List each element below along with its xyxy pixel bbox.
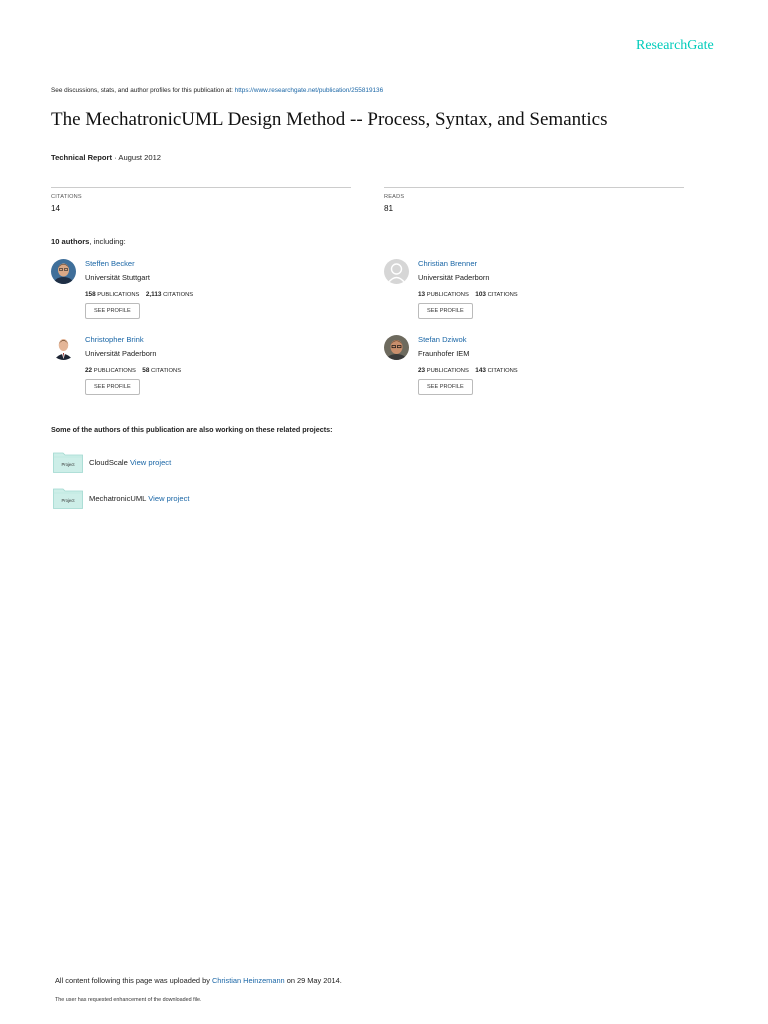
publications-count: 13 [418, 291, 426, 298]
author-institution: Universität Paderborn [85, 349, 157, 358]
author-institution: Fraunhofer IEM [418, 349, 470, 358]
author-avatar[interactable] [384, 335, 409, 360]
author-info [418, 259, 518, 319]
author-stats [418, 367, 518, 374]
see-profile-button[interactable]: SEE PROFILE [85, 303, 140, 319]
authors-suffix: , including: [89, 237, 126, 246]
publication-url-link[interactable]: https://www.researchgate.net/publication/255819136 [234, 87, 384, 94]
author-name-link[interactable]: Christian Brenner [418, 259, 478, 268]
project-name: MechatronicUML [89, 494, 147, 503]
page-title: The MechatronicUML Design Method -- Process, Syntax, and Semantics [51, 109, 608, 130]
author-avatar[interactable] [384, 259, 409, 284]
project-folder-icon [53, 487, 83, 509]
related-projects-header: Some of the authors of this publication are also working on these related projects: [51, 425, 333, 434]
author-info [85, 335, 181, 395]
project-name: CloudScale [89, 458, 128, 467]
project-text [89, 494, 189, 503]
citations-count: 58 [142, 367, 150, 374]
publications-label: PUBLICATIONS [426, 292, 469, 298]
see-profile-button[interactable]: SEE PROFILE [85, 379, 140, 395]
publications-count: 158 [85, 291, 96, 298]
enhancement-note: The user has requested enhancement of the downloaded file. [55, 997, 202, 1003]
upload-note [55, 976, 342, 985]
publications-label: PUBLICATIONS [93, 368, 136, 374]
author-name-link[interactable]: Christopher Brink [85, 335, 144, 344]
reads-stat [384, 187, 684, 213]
project-text [89, 458, 171, 467]
uploader-link[interactable]: Christian Heinzemann [211, 976, 285, 985]
citations-label: CITATIONS [151, 368, 182, 374]
author-stats [85, 367, 181, 374]
see-profile-button[interactable]: SEE PROFILE [418, 303, 473, 319]
citations-count: 103 [475, 291, 486, 298]
default-avatar-icon [384, 259, 409, 284]
author-card [51, 259, 351, 325]
upload-suffix: on 29 May 2014. [284, 976, 342, 985]
author-stats [418, 291, 518, 298]
see-profile-button[interactable]: SEE PROFILE [418, 379, 473, 395]
author-avatar[interactable] [51, 259, 76, 284]
citations-label: CITATIONS [487, 292, 518, 298]
publications-count: 22 [85, 367, 93, 374]
citations-value: 14 [51, 204, 61, 213]
author-institution: Universität Paderborn [418, 273, 490, 282]
researchgate-logo[interactable]: ResearchGate [636, 38, 714, 53]
citations-count: 2,113 [145, 291, 162, 298]
citations-stat [51, 187, 351, 213]
citations-count: 143 [475, 367, 486, 374]
reads-label: READS [384, 194, 405, 200]
publication-meta [51, 153, 161, 162]
author-stats [85, 291, 193, 298]
view-project-link[interactable]: View project [129, 458, 172, 467]
authors-header [51, 237, 126, 246]
project-folder-icon [53, 451, 83, 473]
author-photo-icon [384, 335, 409, 360]
reads-value: 81 [384, 204, 394, 213]
author-info [85, 259, 193, 319]
author-avatar[interactable] [51, 335, 76, 360]
discussion-prefix: See discussions, stats, and author profiles for this publication at: [51, 87, 235, 94]
author-name-link[interactable]: Steffen Becker [85, 259, 135, 268]
view-project-link[interactable]: View project [148, 494, 190, 503]
publications-count: 23 [418, 367, 426, 374]
citations-label: CITATIONS [163, 292, 194, 298]
author-card [384, 335, 684, 401]
discussion-line [51, 87, 383, 94]
author-card [51, 335, 351, 401]
project-icon-label: Project [61, 462, 75, 467]
author-photo-icon [51, 259, 76, 284]
citations-label: CITATIONS [51, 194, 82, 200]
citations-label: CITATIONS [487, 368, 518, 374]
author-card [384, 259, 684, 325]
author-institution: Universität Stuttgart [85, 273, 150, 282]
project-icon-label: Project [61, 498, 75, 503]
authors-count: 10 authors [51, 237, 90, 246]
publications-label: PUBLICATIONS [97, 292, 140, 298]
publication-date: August 2012 [118, 153, 162, 162]
meta-separator: · [112, 153, 119, 162]
author-name-link[interactable]: Stefan Dziwok [418, 335, 467, 344]
upload-prefix: All content following this page was uploaded by [55, 976, 212, 985]
author-photo-icon [51, 335, 76, 360]
publications-label: PUBLICATIONS [426, 368, 469, 374]
publication-type: Technical Report [51, 153, 113, 162]
author-info [418, 335, 518, 395]
